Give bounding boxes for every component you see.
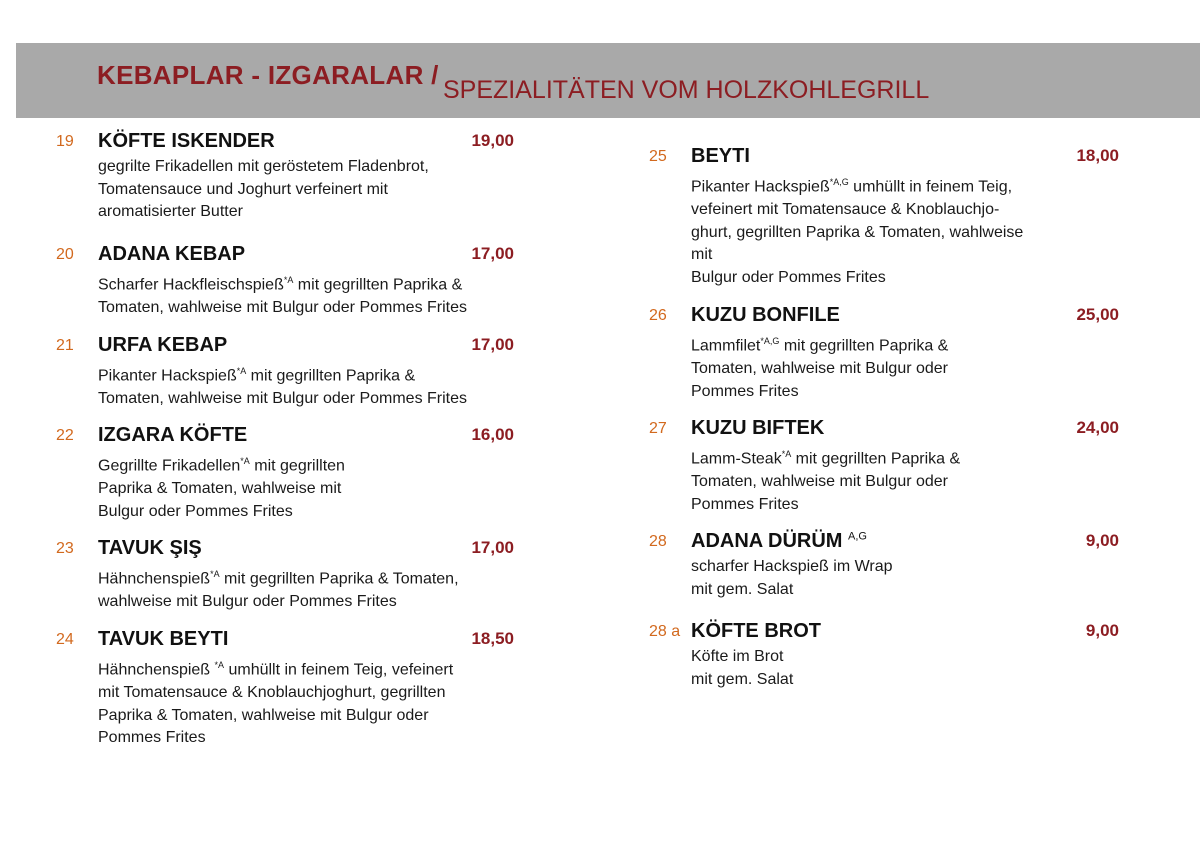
item-name — [98, 243, 245, 266]
item-name-text: KÖFTE ISKENDER — [98, 130, 275, 152]
item-price: 25,00 — [1076, 305, 1119, 324]
description-line: mit — [691, 246, 713, 264]
item-description — [98, 563, 459, 614]
allergen-note: *A — [236, 366, 247, 376]
item-price: 18,50 — [471, 629, 514, 648]
description-line — [98, 269, 467, 297]
item-name — [98, 334, 227, 357]
description-text: Pikanter Hackspieß — [691, 178, 830, 196]
description-line — [98, 563, 459, 591]
item-number: 26 — [649, 307, 667, 324]
description-line: Pommes Frites — [691, 495, 799, 513]
description-line: Tomaten, wahlweise mit Bulgur oder — [691, 360, 949, 378]
description-text: Lammfilet — [691, 337, 761, 355]
description-line: Tomatensauce und Joghurt verfeinert mit — [98, 180, 388, 198]
description-text: Hähnchenspieß — [98, 661, 215, 679]
item-price: 9,00 — [1085, 531, 1119, 550]
description-line: Tomaten, wahlweise mit Bulgur oder — [691, 473, 949, 491]
item-number: 22 — [56, 427, 74, 444]
description-text: mit gegrillten Paprika & Tomaten, — [219, 570, 459, 588]
description-text: Pikanter Hackspieß — [98, 367, 237, 385]
item-price: 17,00 — [471, 244, 514, 263]
item-price: 18,00 — [1076, 146, 1119, 165]
description-text: Lamm-Steak — [691, 450, 782, 468]
description-text: umhüllt in feinem Teig, vefeinert — [224, 661, 454, 679]
item-name-text: ADANA KEBAP — [98, 243, 246, 265]
item-number: 25 — [649, 148, 667, 165]
item-number: 28 a — [649, 623, 681, 640]
description-text: umhüllt in feinem Teig, — [848, 178, 1013, 196]
item-name-text: BEYTI — [691, 145, 750, 167]
item-description — [691, 330, 948, 403]
item-name — [98, 130, 275, 153]
item-description — [691, 556, 893, 601]
allergen-note: *A — [283, 275, 294, 285]
item-price: 24,00 — [1076, 418, 1119, 437]
allergen-note: A,G — [848, 530, 867, 543]
item-name-text: TAVUK BEYTI — [98, 628, 229, 650]
description-line: wahlweise mit Bulgur oder Pommes Frites — [98, 593, 397, 611]
description-line: gegrilte Frikadellen mit geröstetem Fladenbrot, — [98, 158, 429, 175]
description-line — [98, 654, 453, 682]
item-number: 19 — [56, 133, 74, 150]
item-name — [98, 628, 228, 651]
description-line: mit gem. Salat — [691, 580, 794, 598]
item-name — [691, 417, 824, 440]
description-line — [691, 171, 1023, 199]
item-name-text: ADANA DÜRÜM — [691, 530, 843, 552]
item-number: 21 — [56, 337, 74, 354]
description-line: Bulgur oder Pommes Frites — [98, 502, 293, 520]
item-name-text: KUZU BONFILE — [691, 304, 840, 326]
description-line: Köfte im Brot — [691, 648, 784, 665]
item-price: 19,00 — [471, 131, 514, 150]
item-description — [691, 171, 1023, 290]
item-number: 23 — [56, 540, 74, 557]
description-line: vefeinert mit Tomatensauce & Knoblauchjo- — [691, 201, 1000, 219]
allergen-note: *A,G — [829, 177, 849, 187]
description-line: mit Tomatensauce & Knoblauchjoghurt, gegrillten — [98, 684, 446, 702]
allergen-note: *A — [210, 569, 220, 579]
item-description — [98, 360, 467, 411]
item-number: 27 — [649, 420, 667, 437]
item-description — [98, 654, 453, 750]
item-name — [98, 424, 247, 447]
allergen-note: *A — [781, 449, 792, 459]
description-line: Tomaten, wahlweise mit Bulgur oder Pommes Frites — [98, 299, 468, 317]
description-line: Bulgur oder Pommes Frites — [691, 269, 886, 287]
description-line: Pommes Frites — [98, 729, 206, 747]
item-name — [691, 620, 821, 643]
item-name — [98, 537, 202, 560]
item-name-text: IZGARA KÖFTE — [98, 424, 248, 446]
allergen-note: *A,G — [760, 336, 780, 346]
item-description — [691, 443, 960, 516]
page-title: KEBAPLAR - IZGARALAR / — [97, 60, 439, 90]
page-subtitle: SPEZIALITÄTEN VOM HOLZKOHLEGRILL — [443, 76, 930, 104]
description-line: mit gem. Salat — [691, 670, 794, 688]
item-name-text: KÖFTE BROT — [691, 620, 821, 642]
description-line: Paprika & Tomaten, wahlweise mit Bulgur oder — [98, 706, 429, 724]
description-line: aromatisierter Butter — [98, 203, 243, 221]
description-text: Scharfer Hackfleischspieß — [98, 276, 284, 294]
description-line — [691, 330, 948, 358]
item-description — [98, 156, 429, 224]
description-text: mit gegrillten Paprika & — [293, 276, 463, 294]
item-price: 9,00 — [1085, 621, 1119, 640]
description-text: mit gegrillten Paprika & — [791, 450, 961, 468]
item-number: 28 — [649, 533, 667, 550]
description-text: mit gegrillten Paprika & — [779, 337, 949, 355]
item-price: 17,00 — [471, 538, 514, 557]
description-line — [98, 360, 467, 388]
description-text: Gegrillte Frikadellen — [98, 457, 241, 475]
description-line: ghurt, gegrillten Paprika & Tomaten, wahlweise — [691, 223, 1024, 241]
item-price: 16,00 — [471, 425, 514, 444]
item-description — [691, 646, 793, 691]
item-description — [98, 269, 467, 320]
allergen-note: *A — [240, 456, 250, 466]
item-name-text: KUZU BIFTEK — [691, 417, 825, 439]
description-text: mit gegrillten Paprika & — [246, 367, 416, 385]
description-line: scharfer Hackspieß im Wrap — [691, 558, 893, 575]
allergen-note: *A — [214, 660, 225, 670]
item-name — [691, 304, 840, 327]
item-name — [691, 530, 867, 553]
description-line: Tomaten, wahlweise mit Bulgur oder Pommes Frites — [98, 390, 468, 408]
item-name-text: TAVUK ŞIŞ — [98, 537, 202, 559]
item-name-text: URFA KEBAP — [98, 334, 228, 356]
item-name — [691, 145, 750, 168]
description-line: Pommes Frites — [691, 382, 799, 400]
item-description — [98, 450, 345, 523]
description-text: Hähnchenspieß — [98, 570, 211, 588]
description-line — [98, 450, 345, 478]
item-number: 24 — [56, 631, 74, 648]
description-line — [691, 443, 960, 471]
description-text: mit gegrillten — [249, 457, 345, 475]
item-number: 20 — [56, 246, 74, 263]
description-line: Paprika & Tomaten, wahlweise mit — [98, 480, 342, 498]
item-price: 17,00 — [471, 335, 514, 354]
